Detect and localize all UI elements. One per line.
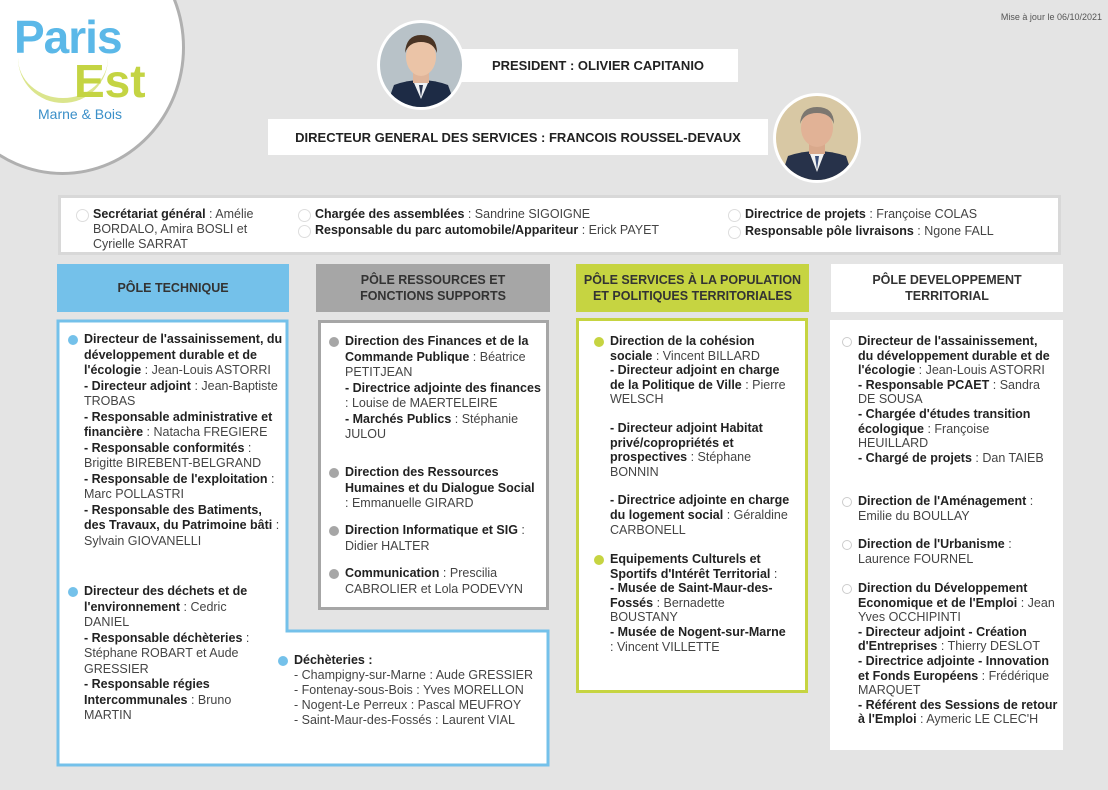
role: - Directeur adjoint en charge de la Politique de Ville <box>610 363 780 392</box>
names: : Stéphane ROBART et Aude GRESSIER <box>84 630 250 676</box>
developpement-panel <box>830 320 1063 750</box>
role: Direction de l'Urbanisme <box>858 537 1005 551</box>
role: Direction des Ressources Humaines et du Dialogue Social <box>345 465 535 495</box>
role: Secrétariat général <box>93 207 206 221</box>
president-title: PRESIDENT : OLIVIER CAPITANIO <box>458 49 738 82</box>
names: : Jean-Baptiste TROBAS <box>84 378 278 408</box>
names: : Géraldine CARBONELL <box>610 507 788 537</box>
bullet-icon <box>68 587 78 597</box>
role: Directeur de l'assainissement, du développement durable et de l'écologie <box>858 334 1050 378</box>
developpement-entry <box>842 494 1053 523</box>
pole-services-header: PÔLE SERVICES À LA POPULATION ET POLITIQUES TERRITORIALES <box>576 264 809 312</box>
technique-entry <box>68 332 286 568</box>
bullet-icon <box>842 584 852 594</box>
logo-subtitle: Marne & Bois <box>38 106 123 122</box>
role: - Chargé de projets <box>858 450 972 465</box>
bullet-icon <box>329 468 339 478</box>
role: Direction de la cohésion sociale <box>610 334 755 363</box>
names: : Louise de MAERTELEIRE <box>345 396 498 410</box>
names: : Cedric DANIEL <box>84 599 227 629</box>
services-panel <box>576 318 808 693</box>
ressources-entry <box>329 465 541 512</box>
bullet-icon <box>594 555 604 565</box>
names: : Aymeric LE CLEC'H <box>916 712 1039 727</box>
role: - Responsable conformités <box>84 440 245 455</box>
decheterie-item: - Saint-Maur-des-Fossés : Laurent VIAL <box>294 713 515 727</box>
names: : Stéphanie JULOU <box>345 411 519 441</box>
names: : Marc POLLASTRI <box>84 471 275 501</box>
ressources-entry <box>329 334 541 443</box>
names: : Laurence FOURNEL <box>858 537 1012 566</box>
names: : Amélie BORDALO, Amira BOSLI et Cyrielle SARRAT <box>93 207 254 251</box>
developpement-entry <box>842 334 1053 465</box>
names: : <box>770 566 778 581</box>
names: : Brigitte BIREBENT-BELGRAND <box>84 440 262 470</box>
names: : Prescilia CABROLIER et Lola PODEVYN <box>345 566 523 596</box>
names: : Didier HALTER <box>345 523 525 553</box>
ressources-entry <box>329 566 541 597</box>
bullet-icon <box>842 540 852 550</box>
role: Directeur des déchets et de l'environnement <box>84 584 248 614</box>
technique-entries <box>68 332 286 734</box>
role: - Musée de Saint-Maur-des-Fossés <box>610 581 773 610</box>
bullet-icon <box>278 656 288 666</box>
role: - Directeur adjoint <box>84 378 191 393</box>
role: - Directeur adjoint - Création d'Entreprises <box>858 624 1027 654</box>
names: : Thierry DESLOT <box>937 639 1040 654</box>
names: : Natacha FREGIERE <box>143 425 268 439</box>
role: Direction des Finances et de la Commande Publique <box>345 334 529 364</box>
role: - Directrice adjointe des finances <box>345 380 541 395</box>
pole-ressources-header: PÔLE RESSOURCES ET FONCTIONS SUPPORTS <box>316 264 550 312</box>
role: Direction de l'Aménagement <box>858 494 1027 508</box>
names: : Vincent BILLARD <box>652 348 760 363</box>
bullet-icon <box>329 569 339 579</box>
names: : Jean-Louis ASTORRI <box>141 363 271 377</box>
role: Responsable du parc automobile/Appariteur <box>315 223 579 237</box>
role: - Responsable déchèteries <box>84 630 243 645</box>
role: - Directeur adjoint Habitat privé/copropriétés et prospectives <box>610 420 763 465</box>
pole-developpement-header: PÔLE DEVELOPPEMENT TERRITORIAL <box>831 264 1063 312</box>
role: - Responsable des Batiments, des Travaux, du Patrimoine bâti <box>84 502 273 532</box>
role: Directrice de projets <box>745 207 866 221</box>
role: Chargée des assemblées <box>315 207 465 221</box>
names: : Sylvain GIOVANELLI <box>84 518 280 548</box>
names: : Jean Yves OCCHIPINTI <box>858 595 1055 625</box>
bullet-icon <box>329 526 339 536</box>
services-entry <box>594 334 790 537</box>
role: - Directrice adjointe en charge du logement social <box>610 493 790 522</box>
developpement-entry <box>842 537 1053 566</box>
role: - Référent des Sessions de retour à l'Emploi <box>858 697 1058 727</box>
bullet-icon <box>329 337 339 347</box>
names: : Françoise HEUILLARD <box>858 421 990 451</box>
role: - Responsable de l'exploitation <box>84 471 268 486</box>
pole-technique-header: PÔLE TECHNIQUE <box>57 264 289 312</box>
names: : Béatrice PETITJEAN <box>345 349 526 379</box>
role: Responsable pôle livraisons <box>745 224 914 238</box>
names: : Stéphane BONNIN <box>610 450 752 479</box>
ressources-panel <box>318 320 549 610</box>
decheteries-title: Déchèteries : <box>294 653 373 667</box>
names: : Françoise COLAS <box>865 207 978 221</box>
names: : Bruno MARTIN <box>84 692 232 722</box>
bullet-icon <box>842 497 852 507</box>
logo-est: Est <box>74 55 146 107</box>
directeur-title: DIRECTEUR GENERAL DES SERVICES : FRANCOIS ROUSSEL-DEVAUX <box>268 119 768 155</box>
role: Direction du Développement Economique et de l'Emploi <box>858 581 1028 610</box>
update-date: Mise à jour le 06/10/2021 <box>1000 12 1102 22</box>
names: : Emmanuelle GIRARD <box>345 496 474 510</box>
names: : Vincent VILLETTE <box>610 639 720 654</box>
bullet-icon <box>594 337 604 347</box>
names: : Ngone FALL <box>913 224 994 238</box>
technique-entry <box>68 584 286 734</box>
role: Direction Informatique et SIG <box>345 523 518 537</box>
decheterie-item: - Champigny-sur-Marne : Aude GRESSIER <box>294 668 533 682</box>
developpement-entry <box>842 581 1058 727</box>
names: : Emilie du BOULLAY <box>858 494 1034 523</box>
bullet-icon <box>842 337 852 347</box>
decheterie-item: - Nogent-Le Perreux : Pascal MEUFROY <box>294 698 522 712</box>
names: : Sandra DE SOUSA <box>858 377 1041 407</box>
role: Communication <box>345 566 440 580</box>
role: - Marchés Publics <box>345 411 452 426</box>
role: - Directrice adjointe - Innovation et Fonds Européens <box>858 653 1049 683</box>
ressources-entry <box>329 523 541 554</box>
role: Equipements Culturels et Sportifs d'Intérêt Territorial <box>610 552 771 581</box>
names: : Jean-Louis ASTORRI <box>915 363 1045 378</box>
names: : Bernadette BOUSTANY <box>610 595 725 625</box>
bullet-icon <box>68 335 78 345</box>
role: - Musée de Nogent-sur-Marne <box>610 624 786 639</box>
names: : Erick PAYET <box>578 223 660 237</box>
names: : Dan TAIEB <box>971 450 1044 465</box>
role: - Responsable PCAET <box>858 377 990 392</box>
names: : Sandrine SIGOIGNE <box>464 207 591 221</box>
names: : Frédérique MARQUET <box>858 668 1050 698</box>
logo-paris: Paris <box>14 11 122 63</box>
services-entry <box>594 552 790 654</box>
names: : Pierre WELSCH <box>610 377 786 407</box>
role: - Chargée d'études transition écologique <box>858 406 1031 436</box>
decheterie-item: - Fontenay-sous-Bois : Yves MORELLON <box>294 683 524 697</box>
role: - Responsable administrative et financière <box>84 409 273 439</box>
role: Directeur de l'assainissement, du développement durable et de l'écologie <box>84 332 283 377</box>
decheteries-block <box>278 653 556 728</box>
role: - Responsable régies Intercommunales <box>84 677 210 707</box>
